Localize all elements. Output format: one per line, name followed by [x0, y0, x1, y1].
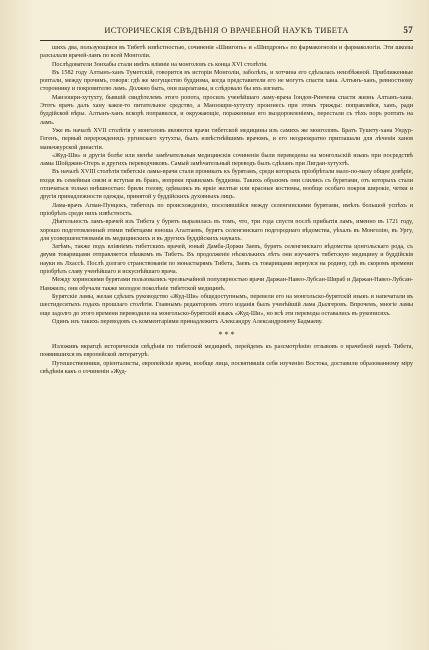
paragraph: шихъ два, пользующіяся въ Тибетѣ извѣстностью, сочиненія «Шиигопъ» и «Шипдронъ» по фармакогнозіи и фармакологіи. Эти школы разсылали врачей-ламъ по всей Монголіи. [40, 45, 413, 60]
paragraph: Манзошри-хутухту, бывшій свидѣтелемъ этого ропота, просилъ ученѣйшаго ламу-врача Іондон-Ринчена спасти жизнь Алтынъ-хана. Этотъ врачъ далъ хану какое-то питательное средство, а Манзошри-хутухту произнесъ при этомъ трижды: поправляйся, ханъ, ради буддійской вѣры. Алтынъ-ханъ вскорѣ поправился, и окружающіе, пораженные его выздоровленіемъ, перестали съ тѣхъ поръ роптать на ламъ. [40, 94, 413, 126]
header-title: ИСТОРИЧЕСКІЯ СВѢДѢНІЯ О ВРАЧЕБНОЙ НАУКѢ ТИБЕТА [104, 25, 349, 35]
paragraph: Бурятскіе ламы, желая сдѣлать руководство «Жуд-Ши» общедоступнымъ, перевели его на монгольско-бурятскій языкъ и напечатали въ шестидесятыхъ годахъ прошлаго столѣтія. Главнымъ редакторомъ этого изданія былъ ученѣйшій лама Дылгеровъ. Впрочемъ, многіе ламы еще задолго до этого времени переводили на монгольско-бурятскій языкъ «Жуд-Ши», но всѣ эти переводы оставались въ рукописяхъ. [40, 293, 413, 317]
paragraph: Одинъ изъ такихъ переводовъ съ комментаріями принадлежитъ Александру Александровичу Бадмаеву. [52, 318, 323, 325]
section-separator: * * * [218, 330, 235, 340]
paragraph: Изложивъ вкратцѣ историческія свѣдѣнія по тибетской медицинѣ, перейдемъ къ разсмотрѣнію отзывовъ о врачебной наукѣ Тибета, появившихся въ европейской литературѣ. [40, 344, 413, 359]
paragraph: Путешественники, оріенталисты, европейскіе врачи, вообще лица, посвятившія себя изученію Востока, доставили образованному міру свѣдѣнія какъ о сочиненіи «Жуд- [40, 360, 413, 375]
paragraph: Лама-врачъ Агван-Пунцокъ, тибетецъ по происхожденію, поселившійся между селенгинскими бурятами, имѣлъ большой успѣхъ и пріобрѣлъ среди нихъ извѣстность. [40, 202, 413, 217]
paragraph: Дѣятельность ламъ-врачей изъ Тибета у бурятъ выразилась въ томъ, что, три года спустя послѣ прибытія ламъ, именно въ 1721 году, хорошо подготовленный этими тибетцами юноша Агалтаевъ, бурятъ селенгинскаго подгороднаго вѣдомства, уѣхалъ въ Монголію, въ Ургу, для усовершенствованія въ медицинскихъ и въ другихъ буддійскихъ наукахъ. [40, 219, 413, 242]
running-header [40, 22, 413, 38]
header-rule [40, 40, 413, 41]
paragraph: Затѣмъ, также подъ вліяніемъ тибетскихъ врачей, юный Дамба-Доржи Заевъ, бурятъ селенгинскаго вѣдомства цонгольскаго рода, съ двумя товарищами отправляется пѣшкомъ въ Тибетъ. Въ продолженіе нѣсколькихъ лѣтъ они изучаютъ тибетскую медицину и буддійскія науки въ Лхассѣ. Послѣ долгаго странствованія по монастырямъ Тибета, Заевъ съ товарищами вернулся на родину, гдѣ въ скоромъ времени пріобрѣлъ славу ученѣйшаго и искуснѣйшаго врача. [40, 244, 413, 276]
paragraph: Послѣдователи Зонхабы стали имѣть вліяніе на монголовъ съ конца XVI столѣтія. [52, 61, 268, 68]
paragraph: Между хоринскими бурятами пользовались чрезвычайной популярностью врачи Даржан-Навео-Лубсан-Шираб и Даржан-Навео-Лубсан-Намжилъ; они обучали также молодое поколѣніе тибетской медицинѣ. [40, 277, 413, 292]
body-text [40, 44, 413, 640]
paragraph: Въ началѣ XVIII столѣтія тибетскіе ламы-врачи стали проникать къ бурятамъ, среди которыхъ пріобрѣтали мало-по-малу общее довѣріе, входя въ семейныя связи и вступая въ бракъ, вопреки правиламъ буддизма. Такихъ образомъ они слились съ бурятами, отъ которыхъ стали отличаться только внѣшностью: брили голову, одѣвались въ яркіе желтые или красные костюмы, вообще особаго покроя широкіе, четки и другія принадлежности одежды, принятой у буддійскихъ духовныхъ лицъ. [40, 169, 413, 201]
paragraph: «Жуд-Ши» и другія болѣе или менѣе замѣчательныя медицинскія сочиненія были переведены на монгольскій языкъ при посредствѣ ламы Шойджин-Отеръ и другихъ переводчиковъ. Самый замѣчательный переводъ былъ сдѣланъ при Лигдан-хутухтѣ. [40, 152, 413, 168]
page-number: 57 [403, 25, 413, 35]
paragraph: Въ 1582 году Алтынъ-ханъ Туметскій, говорится въ исторіи Монголіи, заболѣлъ, и хотчина его сдѣлалась неизбѣжной. Приближенные роптали, между прочимъ, говоря: гдѣ же могущество буддизма, когда представители его не могутъ спасти хана. Алтынъ-ханъ, ревностному стороннику и покровителю ламъ. Должно быть, они шарлатаны, и слѣдовало бы ихъ изгнать. [40, 69, 413, 93]
paragraph: Уже въ началѣ XVII столѣтія у монголовъ являются врачи тибетской медицины изъ самихъ же монголовъ. Братъ Тушету-хана Ундур-Гегенъ, первый перерожденецъ ургинскаго хутухты, былъ извѣстнѣйшимъ врачомъ, и его неоднократно приглашали для лѣченія ханов маньчжурской династіи. [40, 127, 413, 151]
